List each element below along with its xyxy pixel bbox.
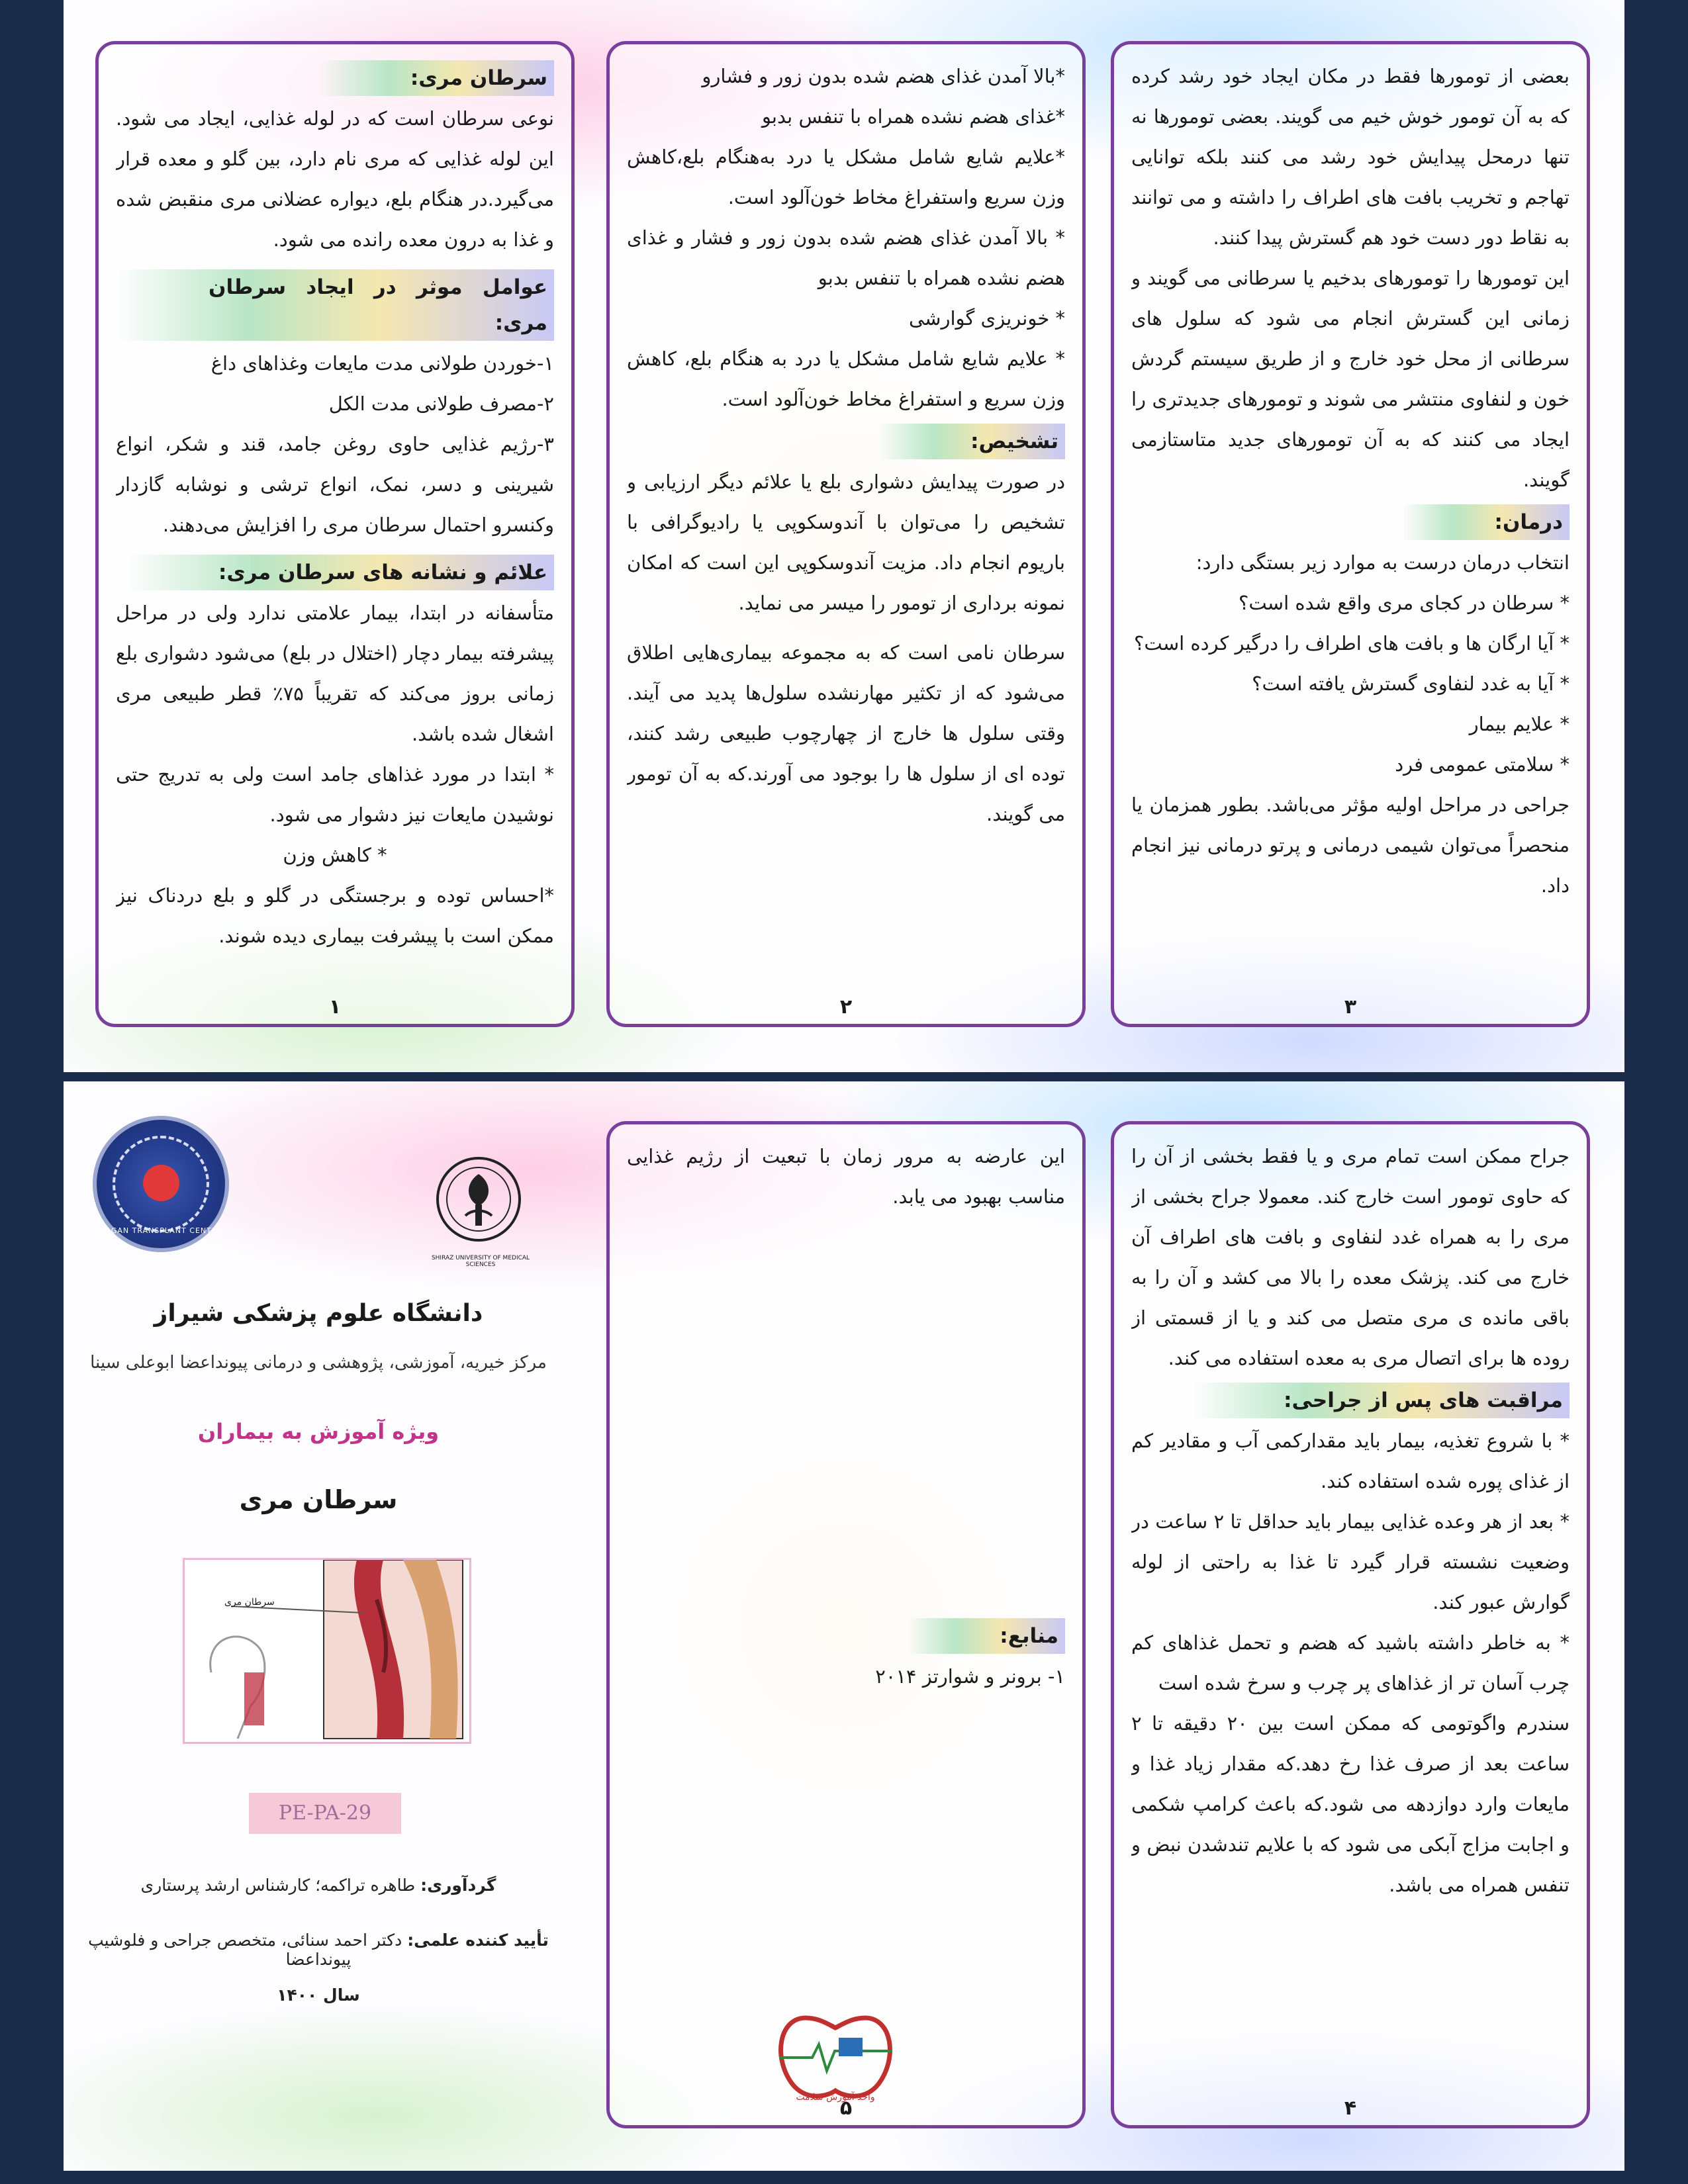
brochure-code: PE-PA-29	[249, 1793, 401, 1834]
tumors-paragraph: بعضی از تومورها فقط در مکان ایجاد خود رشد کرده که به آن تومور خوش خیم می گویند. بعضی تومورها نه تنها درمحل پیدایش خود رشد می کنند بلکه توانایی تهاجم و تخریب بافت های اطراف را داشته و می توانند به نقاط دور دست خود هم گسترش پیدا کنند.	[1131, 65, 1570, 249]
treatment-item-1: * سرطان در کجای مری واقع شده است؟	[1238, 592, 1570, 614]
transplant-center-logo	[93, 1116, 229, 1252]
symptom-item-5: * خونریزی گوارشی	[908, 307, 1065, 330]
university-logo	[429, 1153, 528, 1252]
panel-3-content	[1131, 56, 1570, 984]
apple-caption: واحد آموزش سلامت	[796, 2092, 875, 2103]
approver-name: دکتر احمد سنائی، متخصص جراحی و فلوشیپ پیونداعضا	[88, 1931, 402, 1969]
symptom-item-1: *بالا آمدن غذای هضم شده بدون زور و فشارو	[702, 65, 1065, 87]
sign-item-3: *احساس توده و برجستگی در گلو و بلع دردناک نیز ممکن است با پیشرفت بیماری دیده شوند.	[116, 884, 554, 947]
panel-4	[1111, 1121, 1590, 2128]
diagnosis-paragraph: در صورت پیدایش دشواری بلع یا علائم دیگر ارزیابی و تشخیص را می‌توان با آندوسکوپی یا رادیوگرافی با باریوم انجام داد. مزیت آندوسکوپی این است که امکان نمونه برداری از تومور را میسر می نماید.	[627, 471, 1065, 614]
panel-5-spacer	[627, 1217, 1065, 1614]
treatment-item-2: * آیا ارگان ها و بافت های اطراف را درگیر کرده است؟	[1133, 632, 1570, 655]
patient-education-label: ویژه آموزش به بیماران	[197, 1419, 440, 1444]
esophagus-illustration	[183, 1558, 471, 1744]
publication-year: سال ۱۴۰۰	[277, 1985, 360, 2005]
logo-core	[143, 1165, 179, 1201]
risk-factor-3: ۳-رژیم غذایی حاوی روغن جامد، قند و شکر، انواع شیرینی و دسر، نمک، انواع ترشی و نوشابه گازدار وکنسرو احتمال سرطان مری را افزایش می‌دهند.	[116, 433, 554, 536]
malignant-paragraph: این تومورها را تومورهای بدخیم یا سرطانی می گویند و زمانی این گسترش انجام می شود که سلول های سرطانی از محل خود خارج و از طریق سیستم گردش خون و لنفاوی منتشر می شوند و تومورهای جدیدتری را ایجاد می کنند که به آن تومورهای جدید متاستازمی گویند.	[1131, 267, 1570, 491]
panel-4-content	[1131, 1136, 1570, 2085]
page-number-3: ۳	[1344, 995, 1357, 1019]
compiler-line	[77, 1876, 560, 1895]
page-number-5: ۵	[839, 2097, 853, 2120]
panel-2-content	[627, 56, 1065, 984]
symptom-item-3: *علایم شایع شامل مشکل یا درد به‌هنگام بلع،کاهش وزن سریع واستفراغ مخاط خون‌آلود است.	[627, 146, 1065, 208]
surgery-paragraph: جراحی در مراحل اولیه مؤثر می‌باشد. بطور همزمان یا منحصراً می‌توان شیمی درمانی و پرتو درمانی نیز انجام داد.	[1131, 794, 1570, 897]
risk-factor-1: ۱-خوردن طولانی مدت مایعات وغذاهای داغ	[211, 352, 554, 375]
cover-panel	[64, 1081, 573, 2171]
post-surgery-item-2: * بعد از هر وعده غذایی بیمار باید حداقل تا ۲ ساعت در وضعیت نشسته قرار گیرد تا غذا به راحتی از لوله گوارش عبور کند.	[1131, 1510, 1570, 1614]
symptom-item-4: * بالا آمدن غذای هضم شده بدون زور و فشار و غذای هضم نشده همراه با تنفس بدبو	[627, 226, 1065, 289]
sign-item-1: * ابتدا در مورد غذاهای جامد است ولی به تدریج حتی نوشیدن مایعات نیز دشوار می شود.	[116, 763, 554, 826]
heading-risk-factors: عوامل موثر در ایجاد سرطان مری:	[116, 269, 554, 341]
panel-1-content	[116, 56, 554, 984]
surgery-detail-paragraph: جراح ممکن است تمام مری و یا فقط بخشی از آن را که حاوی تومور است خارج کند. معمولا جراح بخشی از مری را به همراه غدد لنفاوی و بافت های اطراف آن خارج می کند. پزشک معده را بالا می کشد و آن را به باقی مانده ی مری متصل می کند و یا از قسمتی از روده ها برای اتصال مری به معده استفاده می کند.	[1131, 1145, 1570, 1369]
bottom-sheet	[64, 1081, 1624, 2171]
treatment-item-3: * آیا به غدد لنفاوی گسترش یافته است؟	[1252, 672, 1570, 695]
treatment-intro: انتخاب درمان درست به موارد زیر بستگی دارد:	[1196, 551, 1570, 574]
panel-2	[606, 41, 1086, 1027]
panel-3	[1111, 41, 1590, 1027]
approver-label: تأیید کننده علمی:	[407, 1931, 549, 1950]
post-surgery-item-3: * به خاطر داشته باشید که هضم و تحمل غذاهای کم چرب آسان تر از غذاهای پر چرب و سرخ شده است	[1131, 1631, 1570, 1694]
heading-sources: منابع:	[907, 1618, 1065, 1654]
panel-5-content	[627, 1136, 1065, 2006]
risk-factor-2: ۲-مصرف طولانی مدت الکل	[328, 392, 554, 415]
top-sheet	[64, 0, 1624, 1072]
university-name: دانشگاه علوم پزشکی شیراز	[154, 1300, 483, 1327]
sign-item-2: * کاهش وزن	[283, 844, 387, 866]
heading-signs: علائم و نشانه های سرطان مری:	[126, 555, 554, 590]
intro-paragraph: نوعی سرطان است که در لوله غذایی، ایجاد می شود. این لوله غذایی که مری نام دارد، بین گلو و معده قرار می‌گیرد.در هنگام بلع، دیواره عضلانی مری منقبض شده و غذا به درون معده رانده می شود.	[116, 107, 554, 251]
symptom-item-6: * علایم شایع شامل مشکل یا درد به هنگام بلع، کاهش وزن سریع و استفراغ مخاط خون‌آلود است.	[627, 347, 1065, 410]
logo-left-text: ORGAN TRANSPLANT CENTER	[99, 1226, 223, 1235]
page-number-4: ۴	[1344, 2097, 1357, 2120]
page-number-1: ۱	[328, 995, 342, 1019]
post-surgery-item-1: * با شروع تغذیه، بیمار باید مقدارکمی آب و مقادیر کم از غذای پوره شده استفاده کند.	[1131, 1430, 1570, 1492]
compiler-label: گردآوری:	[420, 1876, 496, 1895]
cancer-definition: سرطان نامی است که به مجموعه بیماری‌هایی اطلاق می‌شود که از تکثیر مهارنشده سلول‌ها پدید می آیند. وقتی سلول ها خارج از چهارچوب طبیعی رشد کنند، توده ای از سلول ها را بوجود می آورند.که به آن تومور می گویند.	[627, 641, 1065, 825]
recovery-paragraph: این عارضه به مرور زمان با تبعیت از رژیم غذایی مناسب بهبود می یابد.	[627, 1145, 1065, 1208]
heading-post-surgery: مراقبت های پس از جراحی:	[1191, 1383, 1570, 1418]
brochure-topic: سرطان مری	[239, 1485, 398, 1514]
heading-treatment: درمان:	[1402, 504, 1570, 540]
university-logo-text: SHIRAZ UNIVERSITY OF MEDICAL SCIENCES	[431, 1255, 530, 1268]
heading-esophageal-cancer: سرطان مری:	[318, 60, 554, 96]
source-item-1: ۱- برونر و شوارتز ۲۰۱۴	[875, 1665, 1065, 1688]
compiler-name: طاهره تراکمه؛ کارشناس ارشد پرستاری	[140, 1876, 416, 1895]
panel-1	[95, 41, 575, 1027]
illustration-label: سرطان مری	[224, 1597, 275, 1608]
health-education-apple-logo	[766, 2005, 905, 2104]
center-name: مرکز خیریه، آموزشی، پژوهشی و درمانی پیونداعضا ابوعلی سینا	[90, 1353, 547, 1373]
vagotomy-paragraph: سندرم واگوتومی که ممکن است بین ۲۰ دقیقه تا ۲ ساعت بعد از صرف غذا رخ دهد.که مقدار زیاد غذا و مایعات وارد دوازدهه می شود.که باعث کرامپ شکمی و اجابت مزاج آبکی می شود که با علایم تندشدن نبض و تنفس همراه می باشد.	[1131, 1712, 1570, 1896]
symptom-item-2: *غذای هضم نشده همراه با تنفس بدبو	[761, 105, 1065, 128]
esophagus-drawing	[185, 1560, 469, 1742]
treatment-item-5: * سلامتی عمومی فرد	[1395, 753, 1570, 776]
signs-intro: متأسفانه در ابتدا، بیمار علامتی ندارد ولی در مراحل پیشرفته بیمار دچار (اختلال در بلع) می‌شود دشواری بلع زمانی بروز می‌کند که تقریباً ۷۵٪ قطر طبیعی مری اشغال شده باشد.	[116, 602, 554, 745]
page-number-2: ۲	[839, 995, 853, 1019]
heading-diagnosis: تشخیص:	[878, 424, 1065, 459]
panel-5	[606, 1121, 1086, 2128]
approver-line	[77, 1931, 560, 1969]
treatment-item-4: * علایم بیمار	[1469, 713, 1570, 735]
